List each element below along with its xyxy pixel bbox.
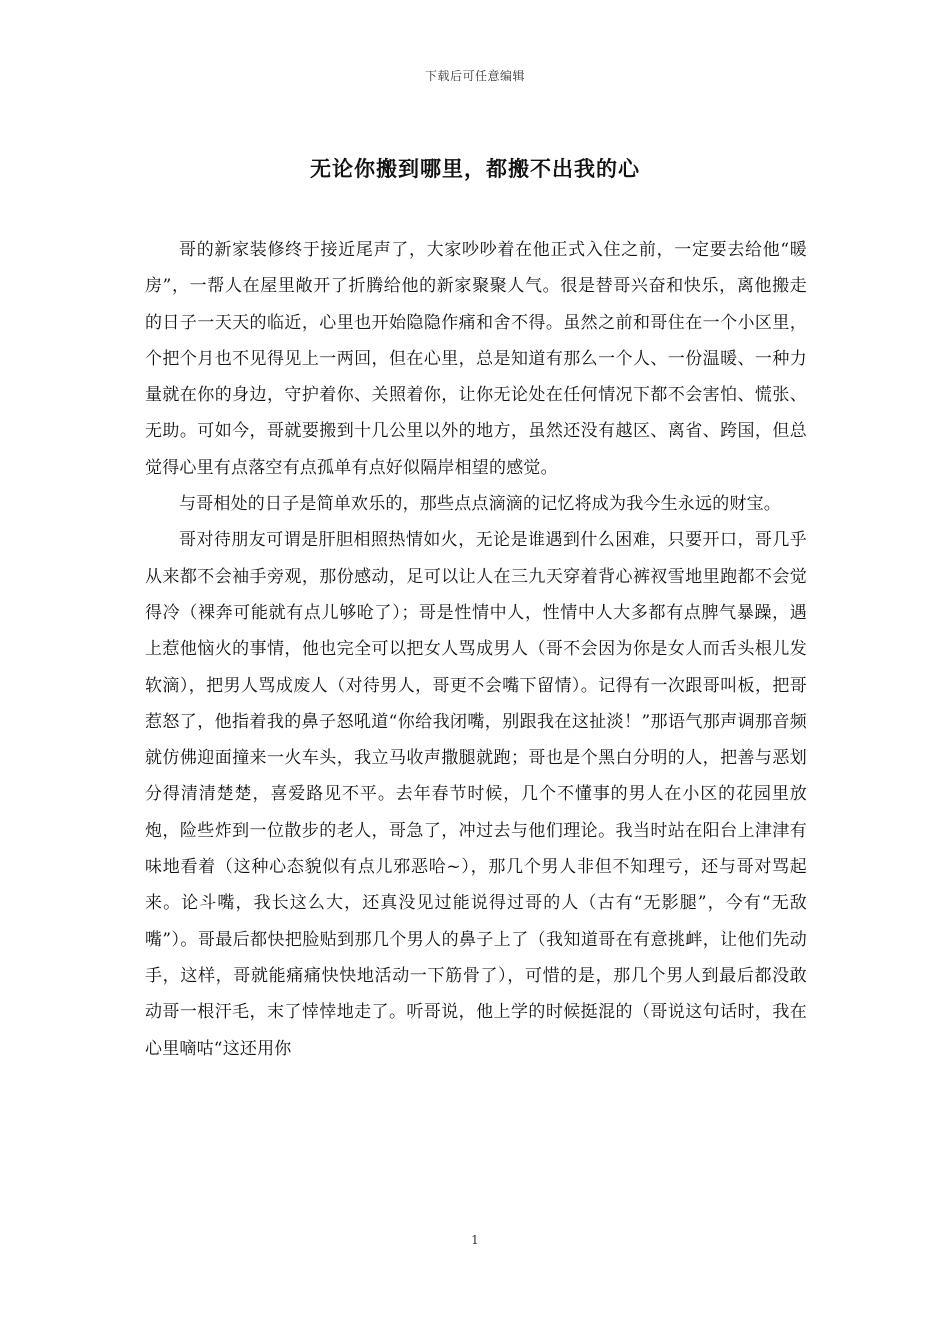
document-body: [145, 232, 807, 1067]
header-note: 下载后可任意编辑: [424, 69, 525, 83]
paragraph: 与哥相处的日子是简单欢乐的，那些点点滴滴的记忆将成为我今生永远的财宝。: [179, 494, 781, 515]
paragraph: 哥的新家装修终于接近尾声了，大家吵吵着在他正式入住之前，一定要去给他“暖房”，一帮人在屋里敞开了折腾给他的新家聚聚人气。很是替哥兴奋和快乐，离他搬走的日子一天天的临近，心里也开始隐隐作痛和舍不得。虽然之前和哥住在一个小区里，个把个月也不见得见上一两回，但在心里，总是知道有那么一个人、一份温暖、一种力量就在你的身边，守护着你、关照着你，让你无论处在任何情况下都不会害怕、慌张、无助。可如今，哥就要搬到十几公里以外的地方，虽然还没有越区、离省、跨国，但总觉得心里有点落空有点孤单有点好似隔岸相望的感觉。: [145, 240, 807, 478]
page-number: 1: [471, 1233, 479, 1247]
document-title: 无论你搬到哪里，都搬不出我的心: [310, 156, 640, 181]
paragraph: 哥对待朋友可谓是肝胆相照热情如火，无论是谁遇到什么困难，只要开口，哥几乎从来都不会袖手旁观，那份感动，足可以让人在三九天穿着背心裤衩雪地里跑都不会觉得冷（裸奔可能就有点儿够呛了）；哥是性情中人，性情中人大多都有点脾气暴躁，遇上惹他恼火的事情，他也完全可以把女人骂成男人（哥不会因为你是女人而舌头根儿发软滴），把男人骂成废人（对待男人，哥更不会嘴下留情）。记得有一次跟哥叫板，把哥惹怒了，他指着我的鼻子怒吼道“你给我闭嘴，别跟我在这扯淡！”那语气那声调那音频就仿佛迎面撞来一火车头，我立马收声撒腿就跑；哥也是个黑白分明的人，把善与恶划分得清清楚楚，喜爱路见不平。去年春节时候，几个不懂事的男人在小区的花园里放炮，险些炸到一位散步的老人，哥急了，冲过去与他们理论。我当时站在阳台上津津有味地看着（这种心态貌似有点儿邪恶哈~），那几个男人非但不知理亏，还与哥对骂起来。论斗嘴，我长这么大，还真没见过能说得过哥的人（古有“无影腿”，今有“无敌嘴”）。哥最后都快把脸贴到那几个男人的鼻子上了（我知道哥在有意挑衅，让他们先动手，这样，哥就能痛痛快快地活动一下筋骨了），可惜的是，那几个男人到最后都没敢动哥一根汗毛，末了悻悻地走了。听哥说，他上学的时候挺混的（哥说这句话时，我在心里嘀咕“这还用你: [145, 530, 807, 1059]
